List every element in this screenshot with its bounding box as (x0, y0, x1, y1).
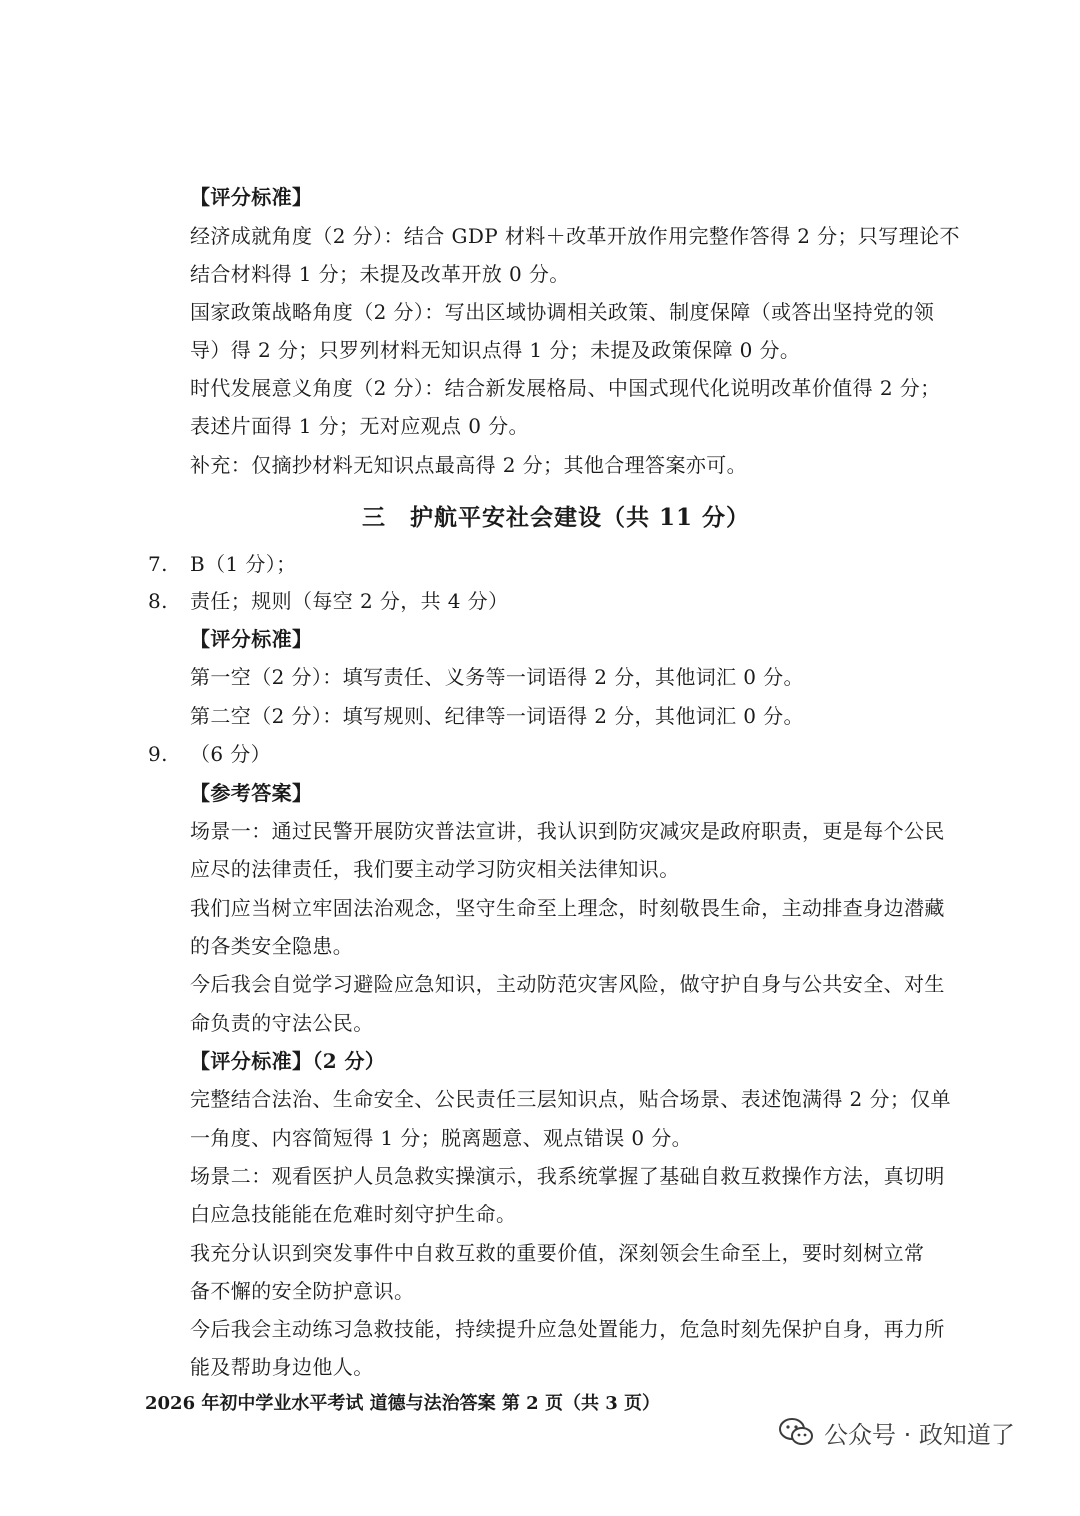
answer-line: 白应急技能能在危难时刻守护生命。 (190, 1202, 517, 1226)
answer-line: 我充分认识到突发事件中自救互救的重要价值，深刻领会生命至上，要时刻树立常 (190, 1241, 925, 1265)
wechat-watermark (778, 1412, 1015, 1452)
scoring-line: 第一空（2 分）：填写责任、义务等一词语得 2 分，其他词汇 0 分。 (190, 665, 804, 689)
scoring-line: 表述片面得 1 分；无对应观点 0 分。 (190, 414, 529, 438)
answer-line: 我们应当树立牢固法治观念，坚守生命至上理念，时刻敬畏生命，主动排查身边潜藏 (190, 896, 945, 920)
answer-line: 的各类安全隐患。 (190, 934, 354, 958)
answer-line: 今后我会主动练习急救技能，持续提升应急处置能力，危急时刻先保护自身，再力所 (190, 1317, 945, 1341)
scoring-header: 【评分标准】（2 分） (190, 1049, 386, 1073)
scoring-line: 经济成就角度（2 分）：结合 GDP 材料＋改革开放作用完整作答得 2 分；只写理论不 (190, 224, 960, 248)
answer-header: 【参考答案】 (190, 781, 313, 805)
answer-line: 场景一：通过民警开展防灾普法宣讲，我认识到防灾减灾是政府职责，更是每个公民 (190, 819, 945, 843)
scoring-line: 导）得 2 分；只罗列材料无知识点得 1 分；未提及政策保障 0 分。 (190, 338, 801, 362)
answer-line: 备不懈的安全防护意识。 (190, 1279, 415, 1303)
question-answer: 责任；规则（每空 2 分，共 4 分） (190, 589, 509, 613)
scoring-line: 国家政策战略角度（2 分）：写出区域协调相关政策、制度保障（或答出坚持党的领 (190, 300, 935, 324)
scoring-header: 【评分标准】 (190, 185, 313, 209)
scoring-line: 第二空（2 分）：填写规则、纪律等一词语得 2 分，其他词汇 0 分。 (190, 704, 804, 728)
answer-line: 命负责的守法公民。 (190, 1011, 374, 1035)
question-answer: B（1 分）； (190, 552, 297, 576)
scoring-header: 【评分标准】 (190, 627, 313, 651)
scoring-line: 结合材料得 1 分；未提及改革开放 0 分。 (190, 262, 570, 286)
section-title: 三 护航平安社会建设（共 11 分） (362, 504, 751, 531)
answer-line: 场景二：观看医护人员急救实操演示，我系统掌握了基础自救互救操作方法，真切明 (190, 1164, 945, 1188)
answer-line: 今后我会自觉学习避险应急知识，主动防范灾害风险，做守护自身与公共安全、对生 (190, 972, 945, 996)
question-number: 9. (148, 742, 168, 766)
scoring-line: 一角度、内容简短得 1 分；脱离题意、观点错误 0 分。 (190, 1126, 693, 1150)
watermark-text: 公众号 · 政知道了 (824, 1420, 1015, 1449)
scoring-line: 时代发展意义角度（2 分）：结合新发展格局、中国式现代化说明改革价值得 2 分； (190, 376, 941, 400)
scoring-line: 补充：仅摘抄材料无知识点最高得 2 分；其他合理答案亦可。 (190, 453, 748, 477)
wechat-icon (778, 1417, 814, 1447)
page-footer: 2026 年初中学业水平考试 道德与法治答案 第 2 页（共 3 页） (145, 1393, 661, 1414)
answer-line: 能及帮助身边他人。 (190, 1355, 374, 1379)
scoring-line: 完整结合法治、生命安全、公民责任三层知识点，贴合场景、表述饱满得 2 分；仅单 (190, 1087, 952, 1111)
question-answer: （6 分） (190, 742, 272, 766)
question-number: 7. (148, 552, 168, 576)
answer-line: 应尽的法律责任，我们要主动学习防灾相关法律知识。 (190, 857, 680, 881)
question-number: 8. (148, 589, 168, 613)
